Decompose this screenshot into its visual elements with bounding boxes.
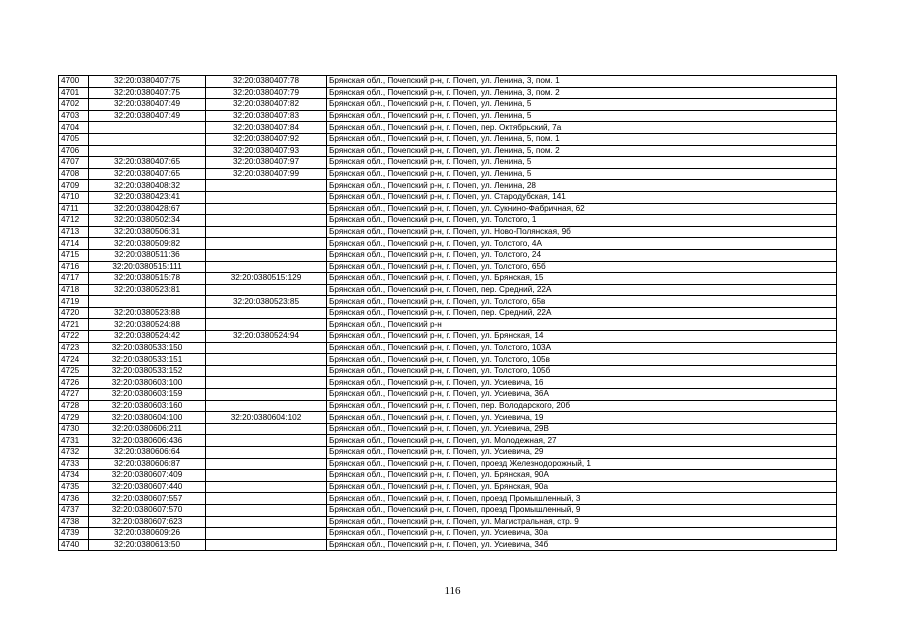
row-number-cell: 4707 bbox=[59, 157, 89, 169]
row-number-cell: 4714 bbox=[59, 238, 89, 250]
row-number-cell: 4708 bbox=[59, 168, 89, 180]
address-cell: Брянская обл., Почепский р-н, г. Почеп, ул. Усиевича, 36А bbox=[327, 389, 837, 401]
address-cell: Брянская обл., Почепский р-н, г. Почеп, ул. Толстого, 105б bbox=[327, 365, 837, 377]
object-number-cell: 32:20:0380523:85 bbox=[206, 296, 327, 308]
object-number-cell bbox=[206, 481, 327, 493]
cadastral-number-cell: 32:20:0380515:78 bbox=[89, 273, 206, 285]
address-cell: Брянская обл., Почепский р-н, г. Почеп, ул. Ленина, 3, пом. 1 bbox=[327, 76, 837, 88]
table-row bbox=[59, 168, 837, 180]
object-number-cell bbox=[206, 504, 327, 516]
address-cell: Брянская обл., Почепский р-н, г. Почеп, ул. Магистральная, стр. 9 bbox=[327, 516, 837, 528]
cadastral-number-cell: 32:20:0380606:436 bbox=[89, 435, 206, 447]
cadastral-number-cell: 32:20:0380603:100 bbox=[89, 377, 206, 389]
row-number-cell: 4724 bbox=[59, 354, 89, 366]
row-number-cell: 4713 bbox=[59, 226, 89, 238]
cadastral-number-cell: 32:20:0380533:152 bbox=[89, 365, 206, 377]
table-row bbox=[59, 342, 837, 354]
table-row bbox=[59, 284, 837, 296]
table-row bbox=[59, 145, 837, 157]
row-number-cell: 4722 bbox=[59, 331, 89, 343]
cadastral-number-cell bbox=[89, 145, 206, 157]
table-row bbox=[59, 191, 837, 203]
object-number-cell bbox=[206, 516, 327, 528]
row-number-cell: 4737 bbox=[59, 504, 89, 516]
row-number-cell: 4704 bbox=[59, 122, 89, 134]
table-row bbox=[59, 133, 837, 145]
address-cell: Брянская обл., Почепский р-н, г. Почеп, ул. Ленина, 5, пом. 2 bbox=[327, 145, 837, 157]
cadastral-number-cell: 32:20:0380607:409 bbox=[89, 470, 206, 482]
table-row bbox=[59, 389, 837, 401]
object-number-cell: 32:20:0380407:99 bbox=[206, 168, 327, 180]
address-cell: Брянская обл., Почепский р-н, г. Почеп, ул. Толстого, 103А bbox=[327, 342, 837, 354]
object-number-cell bbox=[206, 400, 327, 412]
table-row bbox=[59, 412, 837, 424]
cadastral-number-cell: 32:20:0380607:440 bbox=[89, 481, 206, 493]
row-number-cell: 4727 bbox=[59, 389, 89, 401]
object-number-cell bbox=[206, 389, 327, 401]
address-cell: Брянская обл., Почепский р-н, г. Почеп, ул. Ленина, 28 bbox=[327, 180, 837, 192]
address-cell: Брянская обл., Почепский р-н, г. Почеп, ул. Толстого, 1 bbox=[327, 215, 837, 227]
object-number-cell: 32:20:0380407:79 bbox=[206, 87, 327, 99]
table-row bbox=[59, 319, 837, 331]
object-number-cell: 32:20:0380407:93 bbox=[206, 145, 327, 157]
object-number-cell bbox=[206, 191, 327, 203]
row-number-cell: 4733 bbox=[59, 458, 89, 470]
object-number-cell bbox=[206, 226, 327, 238]
cadastral-number-cell: 32:20:0380502:34 bbox=[89, 215, 206, 227]
row-number-cell: 4709 bbox=[59, 180, 89, 192]
address-cell: Брянская обл., Почепский р-н, г. Почеп, ул. Ленина, 5 bbox=[327, 157, 837, 169]
object-number-cell bbox=[206, 423, 327, 435]
row-number-cell: 4728 bbox=[59, 400, 89, 412]
cadastral-number-cell: 32:20:0380604:100 bbox=[89, 412, 206, 424]
table-row bbox=[59, 122, 837, 134]
table-row bbox=[59, 226, 837, 238]
address-cell: Брянская обл., Почепский р-н, г. Почеп, проезд Промышленный, 3 bbox=[327, 493, 837, 505]
cadastral-number-cell bbox=[89, 133, 206, 145]
row-number-cell: 4717 bbox=[59, 273, 89, 285]
table-row bbox=[59, 377, 837, 389]
table-row bbox=[59, 400, 837, 412]
address-cell: Брянская обл., Почепский р-н, г. Почеп, ул. Ново-Полянская, 9б bbox=[327, 226, 837, 238]
object-number-cell bbox=[206, 470, 327, 482]
table-row bbox=[59, 539, 837, 551]
cadastral-number-cell: 32:20:0380423:41 bbox=[89, 191, 206, 203]
object-number-cell bbox=[206, 261, 327, 273]
address-cell: Брянская обл., Почепский р-н, г. Почеп, ул. Толстого, 65в bbox=[327, 296, 837, 308]
object-number-cell bbox=[206, 284, 327, 296]
row-number-cell: 4738 bbox=[59, 516, 89, 528]
cadastral-number-cell: 32:20:0380407:75 bbox=[89, 76, 206, 88]
address-cell: Брянская обл., Почепский р-н, г. Почеп, ул. Усиевича, 30а bbox=[327, 528, 837, 540]
address-cell: Брянская обл., Почепский р-н, г. Почеп, ул. Толстого, 24 bbox=[327, 249, 837, 261]
address-cell: Брянская обл., Почепский р-н, г. Почеп, ул. Толстого, 4А bbox=[327, 238, 837, 250]
address-cell: Брянская обл., Почепский р-н, г. Почеп, ул. Ленина, 5 bbox=[327, 168, 837, 180]
cadastral-number-cell bbox=[89, 122, 206, 134]
row-number-cell: 4739 bbox=[59, 528, 89, 540]
address-cell: Брянская обл., Почепский р-н, г. Почеп, ул. Ленина, 5 bbox=[327, 99, 837, 111]
row-number-cell: 4731 bbox=[59, 435, 89, 447]
cadastral-number-cell: 32:20:0380506:31 bbox=[89, 226, 206, 238]
row-number-cell: 4734 bbox=[59, 470, 89, 482]
table-row bbox=[59, 261, 837, 273]
cadastral-number-cell: 32:20:0380609:26 bbox=[89, 528, 206, 540]
object-number-cell bbox=[206, 528, 327, 540]
cadastral-number-cell: 32:20:0380533:150 bbox=[89, 342, 206, 354]
row-number-cell: 4730 bbox=[59, 423, 89, 435]
table-row bbox=[59, 481, 837, 493]
address-cell: Брянская обл., Почепский р-н, г. Почеп, пер. Средний, 22А bbox=[327, 307, 837, 319]
row-number-cell: 4706 bbox=[59, 145, 89, 157]
row-number-cell: 4719 bbox=[59, 296, 89, 308]
address-cell: Брянская обл., Почепский р-н, г. Почеп, ул. Брянская, 90а bbox=[327, 481, 837, 493]
object-number-cell bbox=[206, 238, 327, 250]
table-row bbox=[59, 110, 837, 122]
object-number-cell bbox=[206, 180, 327, 192]
object-number-cell bbox=[206, 215, 327, 227]
row-number-cell: 4712 bbox=[59, 215, 89, 227]
cadastral-number-cell: 32:20:0380407:49 bbox=[89, 99, 206, 111]
table-row bbox=[59, 249, 837, 261]
row-number-cell: 4718 bbox=[59, 284, 89, 296]
row-number-cell: 4700 bbox=[59, 76, 89, 88]
address-cell: Брянская обл., Почепский р-н, г. Почеп, ул. Усиевича, 29В bbox=[327, 423, 837, 435]
cadastral-number-cell: 32:20:0380606:211 bbox=[89, 423, 206, 435]
cadastral-number-cell: 32:20:0380607:570 bbox=[89, 504, 206, 516]
row-number-cell: 4740 bbox=[59, 539, 89, 551]
row-number-cell: 4736 bbox=[59, 493, 89, 505]
cadastral-number-cell bbox=[89, 296, 206, 308]
table-row bbox=[59, 180, 837, 192]
address-cell: Брянская обл., Почепский р-н, г. Почеп, ул. Усиевича, 19 bbox=[327, 412, 837, 424]
address-cell: Брянская обл., Почепский р-н, г. Почеп, ул. Толстого, 65б bbox=[327, 261, 837, 273]
cadastral-number-cell: 32:20:0380407:75 bbox=[89, 87, 206, 99]
property-table bbox=[58, 75, 837, 551]
table-row bbox=[59, 87, 837, 99]
table-row bbox=[59, 470, 837, 482]
table-row bbox=[59, 435, 837, 447]
object-number-cell: 32:20:0380604:102 bbox=[206, 412, 327, 424]
cadastral-number-cell: 32:20:0380603:159 bbox=[89, 389, 206, 401]
table-row bbox=[59, 157, 837, 169]
object-number-cell bbox=[206, 319, 327, 331]
object-number-cell: 32:20:0380407:84 bbox=[206, 122, 327, 134]
row-number-cell: 4721 bbox=[59, 319, 89, 331]
table-body bbox=[59, 76, 837, 551]
table-row bbox=[59, 238, 837, 250]
object-number-cell bbox=[206, 377, 327, 389]
row-number-cell: 4711 bbox=[59, 203, 89, 215]
address-cell: Брянская обл., Почепский р-н, г. Почеп, ул. Молодежная, 27 bbox=[327, 435, 837, 447]
cadastral-number-cell: 32:20:0380533:151 bbox=[89, 354, 206, 366]
table-row bbox=[59, 215, 837, 227]
table-row bbox=[59, 296, 837, 308]
cadastral-number-cell: 32:20:0380523:88 bbox=[89, 307, 206, 319]
cadastral-number-cell: 32:20:0380523:81 bbox=[89, 284, 206, 296]
object-number-cell bbox=[206, 307, 327, 319]
row-number-cell: 4726 bbox=[59, 377, 89, 389]
cadastral-number-cell: 32:20:0380407:65 bbox=[89, 168, 206, 180]
address-cell: Брянская обл., Почепский р-н, г. Почеп, пер. Октябрьский, 7а bbox=[327, 122, 837, 134]
table-row bbox=[59, 273, 837, 285]
address-cell: Брянская обл., Почепский р-н, г. Почеп, ул. Брянская, 15 bbox=[327, 273, 837, 285]
table-row bbox=[59, 354, 837, 366]
object-number-cell bbox=[206, 203, 327, 215]
object-number-cell: 32:20:0380515:129 bbox=[206, 273, 327, 285]
object-number-cell bbox=[206, 458, 327, 470]
address-cell: Брянская обл., Почепский р-н, г. Почеп, ул. Стародубская, 141 bbox=[327, 191, 837, 203]
table-row bbox=[59, 493, 837, 505]
row-number-cell: 4723 bbox=[59, 342, 89, 354]
cadastral-number-cell: 32:20:0380428:67 bbox=[89, 203, 206, 215]
address-cell: Брянская обл., Почепский р-н, г. Почеп, ул. Ленина, 3, пом. 2 bbox=[327, 87, 837, 99]
row-number-cell: 4735 bbox=[59, 481, 89, 493]
object-number-cell bbox=[206, 354, 327, 366]
table-row bbox=[59, 365, 837, 377]
object-number-cell bbox=[206, 365, 327, 377]
cadastral-number-cell: 32:20:0380509:82 bbox=[89, 238, 206, 250]
row-number-cell: 4720 bbox=[59, 307, 89, 319]
row-number-cell: 4715 bbox=[59, 249, 89, 261]
page-number: 116 bbox=[444, 585, 461, 597]
row-number-cell: 4701 bbox=[59, 87, 89, 99]
cadastral-number-cell: 32:20:0380607:557 bbox=[89, 493, 206, 505]
row-number-cell: 4710 bbox=[59, 191, 89, 203]
row-number-cell: 4732 bbox=[59, 447, 89, 459]
cadastral-number-cell: 32:20:0380408:32 bbox=[89, 180, 206, 192]
object-number-cell: 32:20:0380524:94 bbox=[206, 331, 327, 343]
cadastral-number-cell: 32:20:0380511:36 bbox=[89, 249, 206, 261]
row-number-cell: 4716 bbox=[59, 261, 89, 273]
object-number-cell: 32:20:0380407:78 bbox=[206, 76, 327, 88]
object-number-cell bbox=[206, 539, 327, 551]
cadastral-number-cell: 32:20:0380603:160 bbox=[89, 400, 206, 412]
row-number-cell: 4729 bbox=[59, 412, 89, 424]
cadastral-number-cell: 32:20:0380515:111 bbox=[89, 261, 206, 273]
object-number-cell bbox=[206, 249, 327, 261]
table-row bbox=[59, 447, 837, 459]
address-cell: Брянская обл., Почепский р-н, г. Почеп, проезд Промышленный, 9 bbox=[327, 504, 837, 516]
address-cell: Брянская обл., Почепский р-н, г. Почеп, ул. Брянская, 90А bbox=[327, 470, 837, 482]
table-row bbox=[59, 307, 837, 319]
address-cell: Брянская обл., Почепский р-н, г. Почеп, ул. Брянская, 14 bbox=[327, 331, 837, 343]
address-cell: Брянская обл., Почепский р-н, г. Почеп, проезд Железнодорожный, 1 bbox=[327, 458, 837, 470]
table-row bbox=[59, 99, 837, 111]
object-number-cell: 32:20:0380407:83 bbox=[206, 110, 327, 122]
table-row bbox=[59, 76, 837, 88]
row-number-cell: 4703 bbox=[59, 110, 89, 122]
object-number-cell bbox=[206, 447, 327, 459]
cadastral-number-cell: 32:20:0380606:87 bbox=[89, 458, 206, 470]
cadastral-number-cell: 32:20:0380407:49 bbox=[89, 110, 206, 122]
address-cell: Брянская обл., Почепский р-н, г. Почеп, ул. Усиевича, 34б bbox=[327, 539, 837, 551]
object-number-cell: 32:20:0380407:97 bbox=[206, 157, 327, 169]
address-cell: Брянская обл., Почепский р-н, г. Почеп, ул. Усиевича, 16 bbox=[327, 377, 837, 389]
address-cell: Брянская обл., Почепский р-н bbox=[327, 319, 837, 331]
row-number-cell: 4725 bbox=[59, 365, 89, 377]
object-number-cell bbox=[206, 342, 327, 354]
cadastral-number-cell: 32:20:0380606:64 bbox=[89, 447, 206, 459]
row-number-cell: 4702 bbox=[59, 99, 89, 111]
table-row bbox=[59, 528, 837, 540]
table-row bbox=[59, 458, 837, 470]
cadastral-number-cell: 32:20:0380613:50 bbox=[89, 539, 206, 551]
table-row bbox=[59, 516, 837, 528]
address-cell: Брянская обл., Почепский р-н, г. Почеп, ул. Ленина, 5, пом. 1 bbox=[327, 133, 837, 145]
table-row bbox=[59, 331, 837, 343]
cadastral-number-cell: 32:20:0380607:623 bbox=[89, 516, 206, 528]
object-number-cell: 32:20:0380407:82 bbox=[206, 99, 327, 111]
cadastral-number-cell: 32:20:0380524:88 bbox=[89, 319, 206, 331]
address-cell: Брянская обл., Почепский р-н, г. Почеп, ул. Ленина, 5 bbox=[327, 110, 837, 122]
cadastral-number-cell: 32:20:0380524:42 bbox=[89, 331, 206, 343]
object-number-cell bbox=[206, 435, 327, 447]
object-number-cell: 32:20:0380407:92 bbox=[206, 133, 327, 145]
table-row bbox=[59, 423, 837, 435]
cadastral-number-cell: 32:20:0380407:65 bbox=[89, 157, 206, 169]
address-cell: Брянская обл., Почепский р-н, г. Почеп, ул. Толстого, 105в bbox=[327, 354, 837, 366]
address-cell: Брянская обл., Почепский р-н, г. Почеп, пер. Средний, 22А bbox=[327, 284, 837, 296]
address-cell: Брянская обл., Почепский р-н, г. Почеп, пер. Володарского, 20б bbox=[327, 400, 837, 412]
table-row bbox=[59, 504, 837, 516]
address-cell: Брянская обл., Почепский р-н, г. Почеп, ул. Усиевича, 29 bbox=[327, 447, 837, 459]
address-cell: Брянская обл., Почепский р-н, г. Почеп, ул. Сукнино-Фабричная, 62 bbox=[327, 203, 837, 215]
table-row bbox=[59, 203, 837, 215]
object-number-cell bbox=[206, 493, 327, 505]
row-number-cell: 4705 bbox=[59, 133, 89, 145]
